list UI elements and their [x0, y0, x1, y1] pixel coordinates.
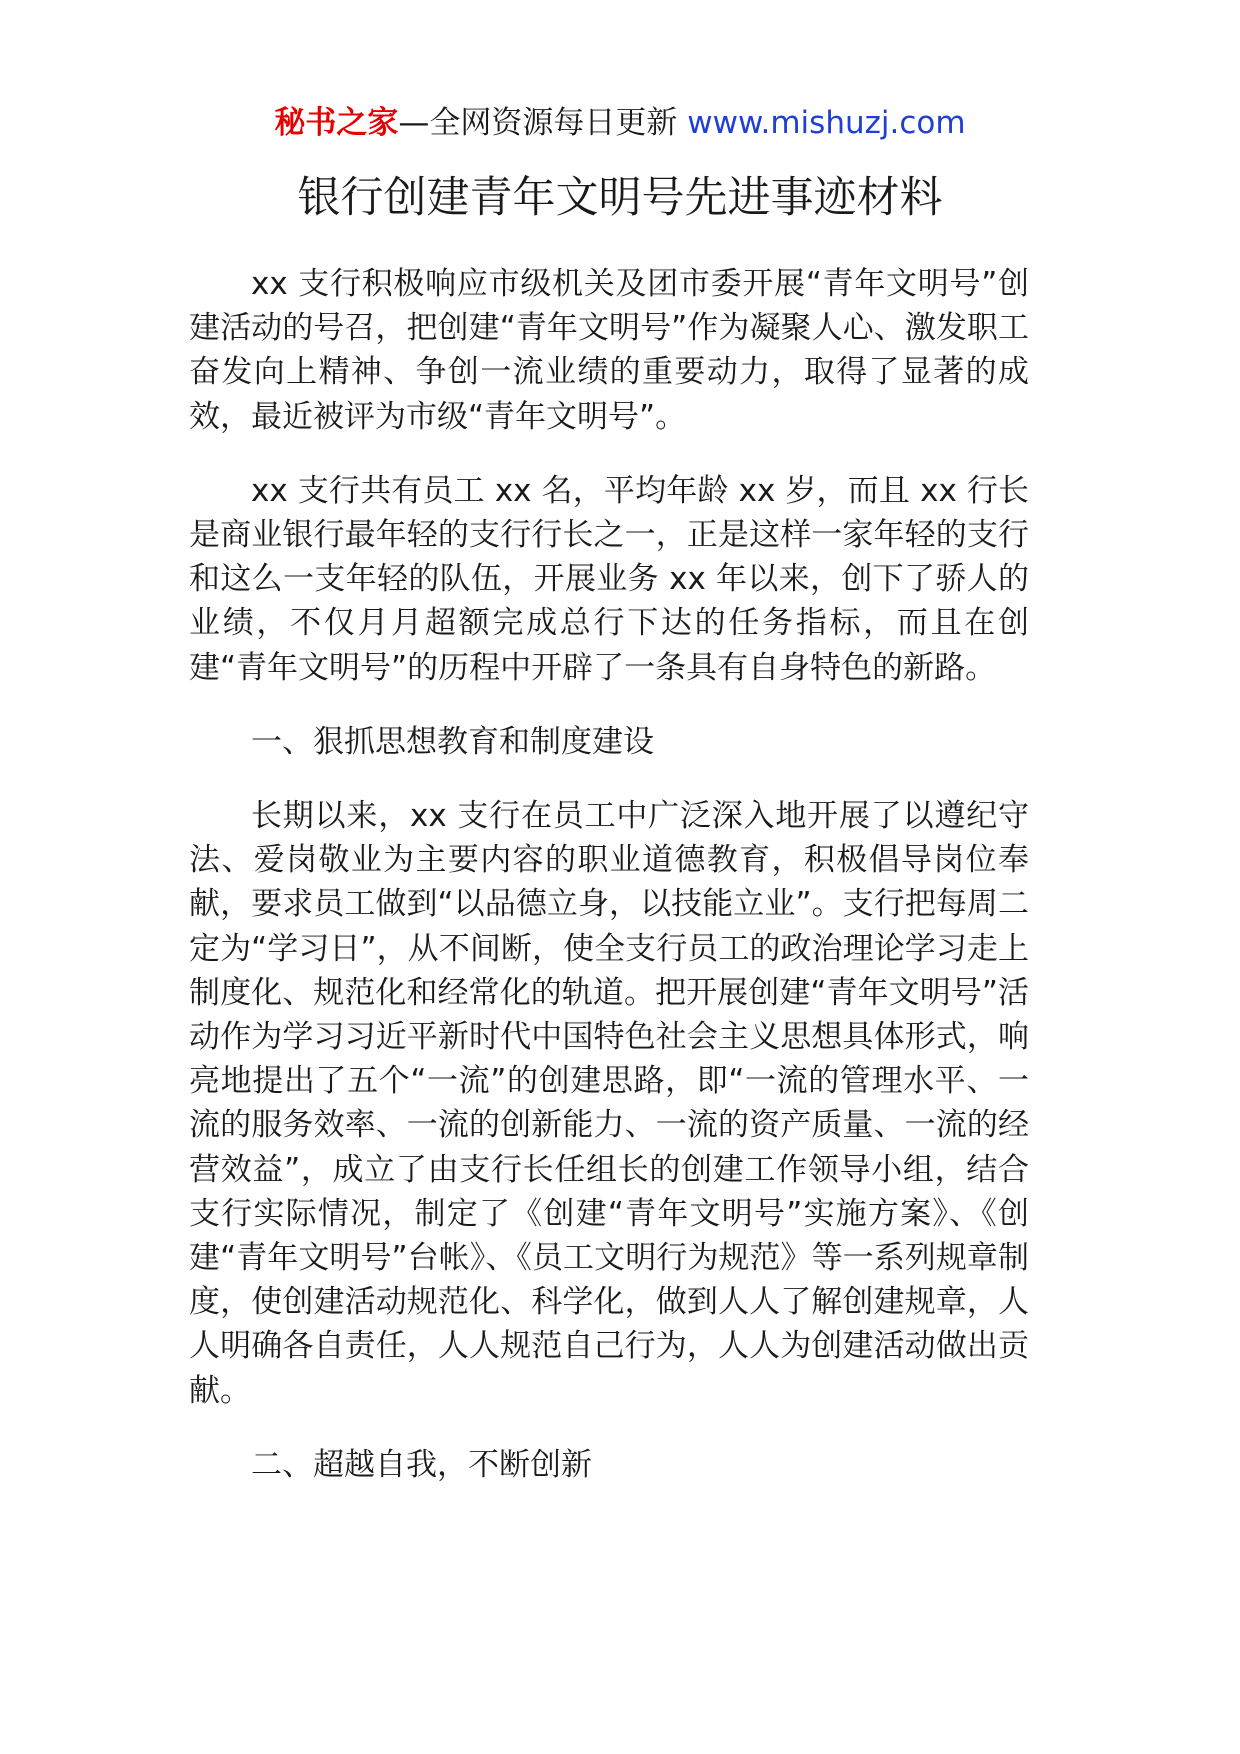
paragraph-staff: xx 支行共有员工 xx 名，平均年龄 xx 岁，而且 xx 行长是商业银行最年轻的支行行长之一，正是这样一家年轻的支行和这么一支年轻的队伍，开展业务 xx 年以来，创下了骄人的业绩，不仅月月超额完成总行下达的任务指标，而且在创建“青年文明号”的历程中开辟了一条具有自身特色的新路。 [189, 472, 1029, 686]
document-title: 银行创建青年文明号先进事迹材料 [297, 173, 943, 223]
site-brand: 秘书之家 [274, 105, 399, 141]
section-heading-2: 二、超越自我，不断创新 [251, 1446, 592, 1483]
site-url-link[interactable]: www.mishuzj.com [687, 105, 966, 141]
paragraph-education: 长期以来，xx 支行在员工中广泛深入地开展了以遵纪守法、爱岗敬业为主要内容的职业道德教育，积极倡导岗位奉献，要求员工做到“以品德立身，以技能立业”。支行把每周二定为“学习日”，从不间断，使全支行员工的政治理论学习走上制度化、规范化和经常化的轨道。把开展创建“青年文明号”活动作为学习习近平新时代中国特色社会主义思想具体形式，响亮地提出了五个“一流”的创建思路，即“一流的管理水平、一流的服务效率、一流的创新能力、一流的资产质量、一流的经营效益”，成立了由支行长任组长的创建工作领导小组，结合支行实际情况，制定了《创建“青年文明号”实施方案》、《创建“青年文明号”台帐》、《员工文明行为规范》等一系列规章制度，使创建活动规范化、科学化，做到人人了解创建规章，人人明确各自责任，人人规范自己行为，人人为创建活动做出贡献。 [189, 798, 1029, 1409]
section-heading-1: 一、狠抓思想教育和制度建设 [251, 723, 654, 760]
site-tagline: —全网资源每日更新 [398, 105, 688, 141]
site-header [0, 100, 1240, 146]
paragraph-intro: xx 支行积极响应市级机关及团市委开展“青年文明号”创建活动的号召，把创建“青年文明号”作为凝聚人心、激发职工奋发向上精神、争创一流业绩的重要动力，取得了显著的成效，最近被评为市级“青年文明号”。 [189, 266, 1029, 435]
document-body [189, 262, 1029, 1517]
